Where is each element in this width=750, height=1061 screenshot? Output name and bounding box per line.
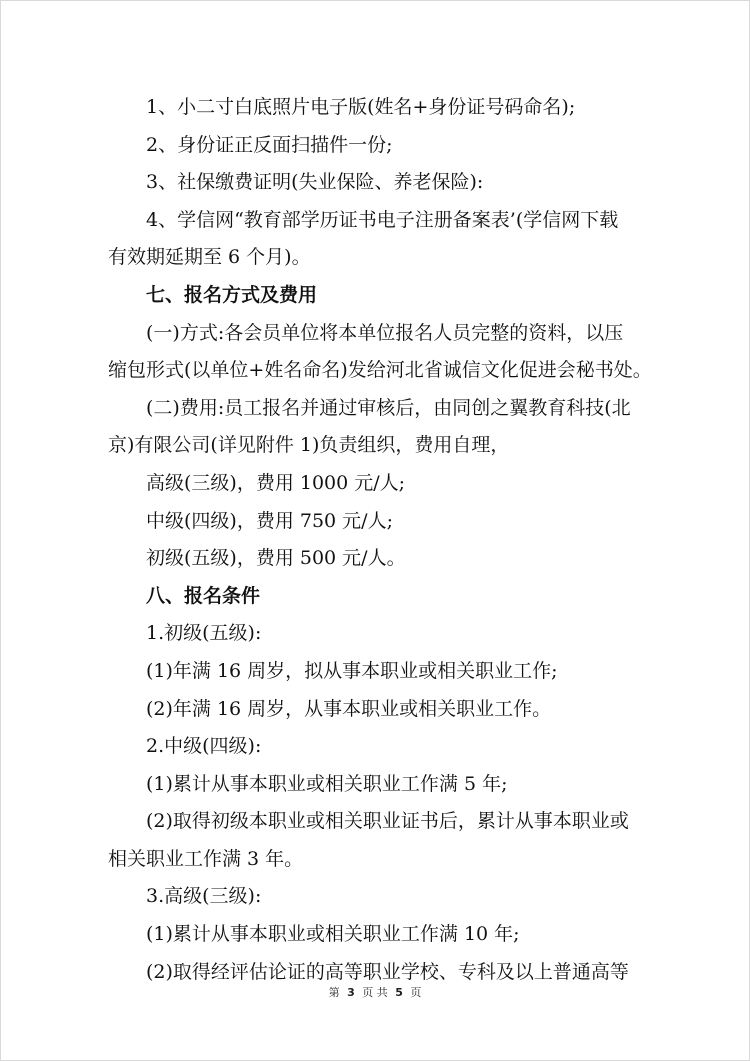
text-line: 1、小二寸白底照片电子版(姓名+身份证号码命名); — [146, 96, 576, 118]
document-body — [108, 94, 668, 996]
text-line: (二)费用:员工报名并通过审核后，由同创之翼教育科技(北 — [146, 396, 631, 419]
text-line: 3.高级(三级): — [146, 885, 262, 908]
text-line: (1)累计从事本职业或相关职业工作满 10 年; — [146, 923, 520, 946]
text-line: 相关职业工作满 3 年。 — [108, 847, 304, 870]
text-line: 缩包形式(以单位+姓名命名)发给河北省诚信文化促进会秘书处。 — [108, 359, 652, 382]
footer-suffix: 页 — [410, 986, 422, 999]
footer-prefix: 第 — [328, 986, 340, 999]
text-line: 2、身份证正反面扫描件一份; — [146, 133, 393, 156]
text-line: (1)年满 16 周岁，拟从事本职业或相关职业工作; — [146, 659, 558, 682]
text-line: 1.初级(五级): — [146, 622, 262, 645]
footer-middle: 页 共 — [362, 986, 388, 999]
text-line: 4、学信网“教育部学历证书电子注册备案表’(学信网下载 — [146, 208, 619, 231]
page-footer — [0, 984, 750, 1000]
text-line: (2)取得经评估论证的高等职业学校、专科及以上普通高等 — [146, 960, 629, 983]
text-line: (2)取得初级本职业或相关职业证书后，累计从事本职业或 — [146, 810, 629, 833]
total-pages-number: 5 — [395, 986, 403, 999]
text-line: 初级(五级)，费用 500 元/人。 — [146, 547, 406, 570]
text-line: 3、社保缴费证明(失业保险、养老保险): — [146, 171, 484, 194]
section-heading: 八、报名条件 — [146, 584, 261, 607]
current-page-number: 3 — [347, 986, 355, 999]
text-line: 高级(三级)，费用 1000 元/人; — [146, 471, 406, 494]
text-line: 中级(四级)，费用 750 元/人; — [146, 509, 393, 532]
text-line: 京)有限公司(详见附件 1)负责组织，费用自理， — [108, 434, 510, 457]
section-heading: 七、报名方式及费用 — [146, 283, 318, 306]
text-line: (一)方式:各会员单位将本单位报名人员完整的资料，以压 — [146, 321, 624, 344]
text-line: 2.中级(四级): — [146, 735, 262, 758]
text-line: (1)累计从事本职业或相关职业工作满 5 年; — [146, 772, 508, 795]
text-line: 有效期延期至 6 个月)。 — [108, 246, 311, 269]
text-line: (2)年满 16 周岁，从事本职业或相关职业工作。 — [146, 697, 552, 720]
